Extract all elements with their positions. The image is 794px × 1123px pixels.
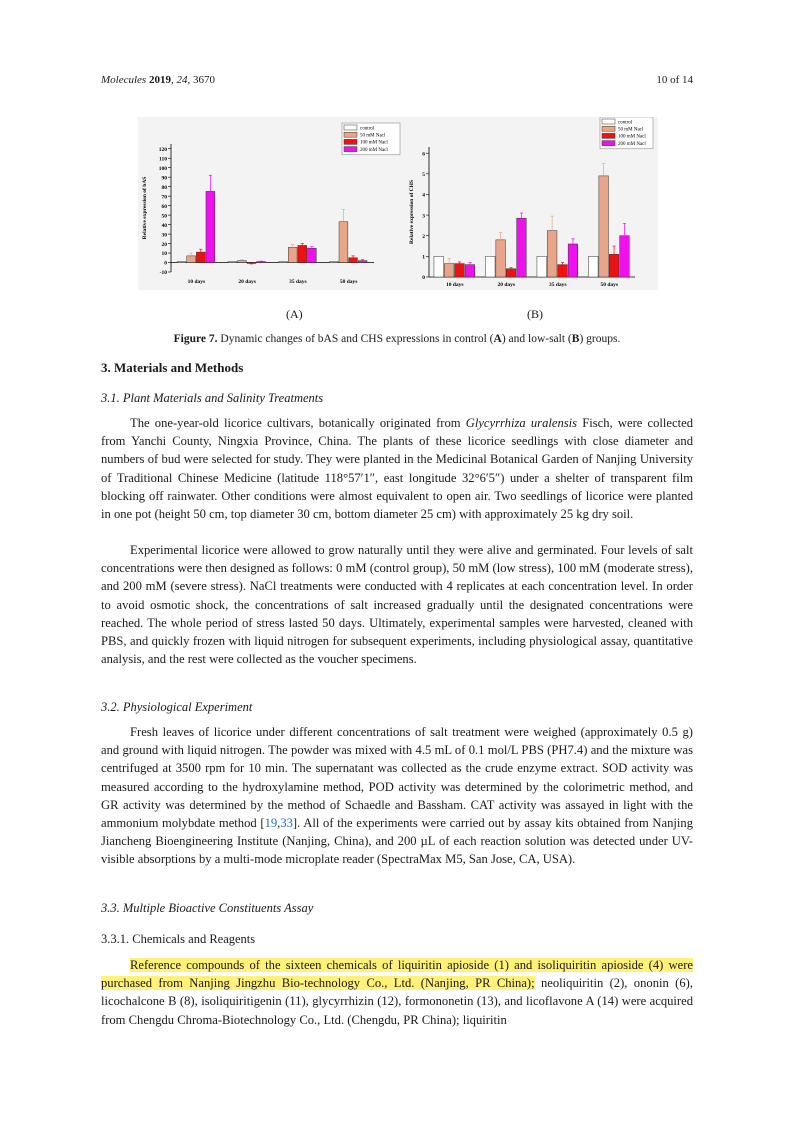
paragraph-chemicals bbox=[101, 956, 693, 1029]
chart-a-legend-label: 200 mM Nacl bbox=[360, 147, 388, 153]
paragraph-salt-treatment: Experimental licorice were allowed to grow naturally until they were alive and germinated. Four levels of salt concentrations were then designed as follows: 0 mM (control group), 50 mM (low stress), 100 mM (moderate stress), and 200 mM (severe stress). NaCl treatments were conducted with 4 replicates at each concentration level. In order to avoid osmotic shock, the concentrations of salt increased gradually until the designated concentrations were reached. The whole period of stress lasted 50 days. Ultimately, experimental samples were harvested, cleaned with PBS, and quickly frozen with liquid nitrogen for subsequent experiments, including physiological assay, quantitative analysis, and the rest were collected as the voucher specimens. bbox=[101, 543, 693, 667]
chart-a-ytick-label: 40 bbox=[161, 222, 167, 229]
chart-a-legend-swatch bbox=[344, 132, 357, 137]
section-heading-3-3: 3.3. Multiple Bioactive Constituents Assay bbox=[101, 901, 314, 915]
chart-b bbox=[405, 117, 658, 290]
chart-a-ytick-label: -10 bbox=[159, 270, 167, 277]
journal-citation: Molecules 2019, 24, 3670 bbox=[101, 74, 215, 86]
chart-b-bar bbox=[434, 256, 444, 277]
chart-a-legend-swatch bbox=[344, 139, 357, 144]
chart-a-legend-label: 50 mM Nacl bbox=[360, 133, 386, 139]
chart-b-legend-label: 200 mM Nacl bbox=[618, 141, 646, 147]
chart-b-ytick-label: 4 bbox=[422, 192, 425, 199]
chart-a-category-label: 35 days bbox=[289, 279, 307, 285]
chart-a-ytick-label: 10 bbox=[161, 251, 167, 258]
chart-b-bar bbox=[455, 264, 465, 277]
species-name: Glycyrrhiza uralensis bbox=[465, 416, 578, 430]
caption-text-1: Dynamic changes of bAS and CHS expressions in control ( bbox=[217, 333, 494, 345]
p3-text-b: ]. All of the experiments were carried out by assay kits obtained from Nanjing Jiancheng Bioengineering Institute (Nanjing, China), and 200 µL of each reaction solution was detected under UV-visible absorptions by a multi-mode microplate reader (SpectraMax M5, San Jose, CA, USA). bbox=[101, 816, 693, 867]
chart-b-bar bbox=[620, 236, 630, 277]
chart-a-legend-swatch bbox=[344, 147, 357, 152]
chart-b-category-label: 50 days bbox=[600, 282, 619, 288]
chart-b-bar bbox=[444, 264, 454, 277]
chart-a-legend-swatch bbox=[344, 125, 357, 130]
chart-b-ytick-label: 1 bbox=[422, 254, 425, 261]
chart-a-bar bbox=[187, 256, 196, 263]
chart-a-legend-label: 100 mM Nacl bbox=[360, 140, 388, 146]
caption-a: A bbox=[493, 333, 502, 345]
page-header bbox=[101, 74, 693, 86]
chart-b-ytick-label: 5 bbox=[422, 172, 425, 179]
chart-a-ytick-label: 60 bbox=[161, 203, 167, 210]
chart-a-ytick-label: 0 bbox=[164, 260, 167, 267]
paragraph-plant-materials bbox=[101, 414, 693, 523]
chart-b-bar bbox=[465, 265, 475, 277]
caption-b: B bbox=[571, 333, 580, 345]
chart-a-ytick-label: 100 bbox=[158, 165, 167, 172]
chart-b-bar bbox=[517, 218, 527, 277]
chart-a-bar bbox=[247, 263, 256, 264]
section-heading-3: 3. Materials and Methods bbox=[101, 360, 244, 375]
chart-a-ytick-label: 20 bbox=[161, 241, 167, 248]
chart-b-legend-label: 100 mM Nacl bbox=[618, 134, 646, 140]
chart-a-ytick-label: 70 bbox=[161, 194, 167, 201]
chart-b-bar bbox=[537, 256, 547, 277]
chart-a-bar bbox=[228, 262, 237, 263]
journal-volume: 24 bbox=[176, 74, 188, 86]
chart-b-y-axis-label: Relative expression of CHS bbox=[409, 180, 415, 244]
chart-a-ytick-label: 80 bbox=[161, 184, 167, 191]
chart-a-panel bbox=[138, 117, 420, 290]
chart-b-legend-swatch bbox=[602, 119, 615, 124]
chart-b-bar bbox=[609, 254, 619, 277]
chart-b-bar bbox=[568, 244, 578, 277]
chart-a-bar bbox=[206, 191, 215, 262]
chart-b-bar bbox=[558, 265, 568, 277]
chart-b-category-label: 10 days bbox=[445, 282, 464, 288]
chart-a-bar bbox=[257, 262, 266, 263]
chart-b-legend-swatch bbox=[602, 133, 615, 138]
chart-a-bar bbox=[339, 222, 348, 263]
p3-text-a: Fresh leaves of licorice under different concentrations of salt treatment were weighed (approximately 0.5 g) and ground with liquid nitrogen. The powder was mixed with 4.5 mL of 0.1 mol/L PBS (PH7.4) and the mixture was centrifuged at 3500 rpm for 10 min. The supernatant was collected as the crude enzyme extract. SOD activity was measured according to the hydroxylamine method, POD activity was determined by the colorimetric method, and GR activity was determined by the method of Schaedle and Bassham. CAT activity was assayed in light with the ammonium molybdate method [ bbox=[101, 725, 693, 831]
caption-label: Figure 7. bbox=[173, 333, 218, 345]
chart-b-category-label: 35 days bbox=[548, 282, 567, 288]
paragraph-physiological bbox=[101, 723, 693, 869]
section-heading-3-2: 3.2. Physiological Experiment bbox=[101, 700, 253, 714]
chart-a-ytick-label: 120 bbox=[158, 146, 167, 153]
chart-a-bar bbox=[279, 262, 288, 263]
chart-a-bar bbox=[349, 258, 358, 263]
chart-a-ytick-label: 30 bbox=[161, 232, 167, 239]
caption-text-3: ) groups. bbox=[579, 333, 621, 345]
chart-a-ytick-label: 50 bbox=[161, 213, 167, 220]
chart-a bbox=[138, 117, 420, 290]
highlighted-text: Reference compounds of the sixteen chemicals of liquiritin apioside (1) and isoliquiritin apioside (4) were purchased from Nanjing Jingzhu Bio-technology Co., Ltd. (Nanjing, PR China); bbox=[101, 958, 693, 991]
chart-b-bar bbox=[588, 256, 598, 277]
chart-b-legend-swatch bbox=[602, 126, 615, 131]
page-number: 10 of 14 bbox=[656, 74, 693, 86]
chart-a-ytick-label: 90 bbox=[161, 175, 167, 182]
chart-b-category-label: 20 days bbox=[497, 282, 516, 288]
chart-a-bar bbox=[358, 261, 367, 263]
chart-b-bar bbox=[547, 231, 557, 277]
p3-comma: , bbox=[277, 816, 281, 831]
chart-b-ytick-label: 3 bbox=[422, 213, 425, 220]
chart-a-bar bbox=[196, 252, 205, 262]
chart-a-bar bbox=[288, 247, 297, 262]
chart-a-bar bbox=[329, 262, 338, 263]
citation-link-33[interactable]: 33 bbox=[280, 816, 293, 831]
journal-name: Molecules bbox=[101, 74, 147, 86]
journal-year: 2019 bbox=[148, 74, 171, 86]
p1-text-a: The one-year-old licorice cultivars, botanically originated from bbox=[130, 416, 466, 430]
panel-label-b: (B) bbox=[527, 307, 543, 321]
chart-a-y-axis-label: Relative expression of bAS bbox=[142, 176, 148, 240]
chart-a-bar bbox=[298, 245, 307, 262]
chart-a-bar bbox=[307, 248, 316, 262]
chart-a-category-label: 20 days bbox=[238, 279, 256, 285]
p1-text-b: Fisch, were collected from Yanchi County, Ningxia Province, China. The plants of these licorice seedlings with close diameter and numbers of bud were selected for study. They were planted in the Medicinal Botanical Garden of Nanjing University of Traditional Chinese Medicine (latitude 118°57′1″, east longitude 32°6′5″) under a shelter of transparent film blocking off rainwater. Other conditions were almost equivalent to open air. Two seedlings of licorice were planted in one pot (height 50 cm, top diameter 30 cm, bottom diameter 25 cm) with approximately 25 kg dry soil. bbox=[101, 416, 693, 522]
chart-a-legend-label: control bbox=[360, 126, 375, 132]
chart-b-panel bbox=[405, 117, 658, 290]
chart-b-bar bbox=[599, 176, 609, 277]
chart-a-ytick-label: 110 bbox=[159, 156, 167, 163]
chart-b-bar bbox=[485, 256, 495, 277]
chart-b-ytick-label: 2 bbox=[422, 233, 425, 240]
chart-a-bar bbox=[177, 262, 186, 263]
section-heading-3-3-1: 3.3.1. Chemicals and Reagents bbox=[101, 932, 256, 946]
chart-b-ytick-label: 0 bbox=[422, 275, 425, 282]
chart-b-ytick-label: 6 bbox=[422, 151, 425, 158]
article-number: 3670 bbox=[192, 74, 215, 86]
chart-b-legend-swatch bbox=[602, 141, 615, 146]
chart-a-bar bbox=[238, 261, 247, 263]
chart-b-bar bbox=[506, 269, 516, 277]
chart-b-legend-label: 50 mM Nacl bbox=[618, 127, 644, 133]
p4-text-rest: neoliquiritin (2), ononin (6), licochalcone B (8), isoliquiritigenin (11), glycyrrhizin (12), formononetin (13), and licoflavone A (14) were acquired from Chengdu Chroma-Biotechnology Co., Ltd. (Chengdu, PR China); liquiritin bbox=[101, 976, 693, 1027]
section-heading-3-1: 3.1. Plant Materials and Salinity Treatments bbox=[101, 391, 324, 405]
figure-caption bbox=[0, 333, 794, 345]
chart-b-bar bbox=[496, 240, 506, 277]
chart-a-category-label: 10 days bbox=[187, 279, 206, 285]
chart-b-legend-label: control bbox=[618, 120, 633, 126]
citation-link-19[interactable]: 19 bbox=[264, 816, 278, 831]
panel-label-a: (A) bbox=[286, 307, 303, 321]
chart-a-category-label: 50 days bbox=[339, 279, 358, 285]
caption-text-2: ) and low-salt ( bbox=[501, 333, 572, 345]
